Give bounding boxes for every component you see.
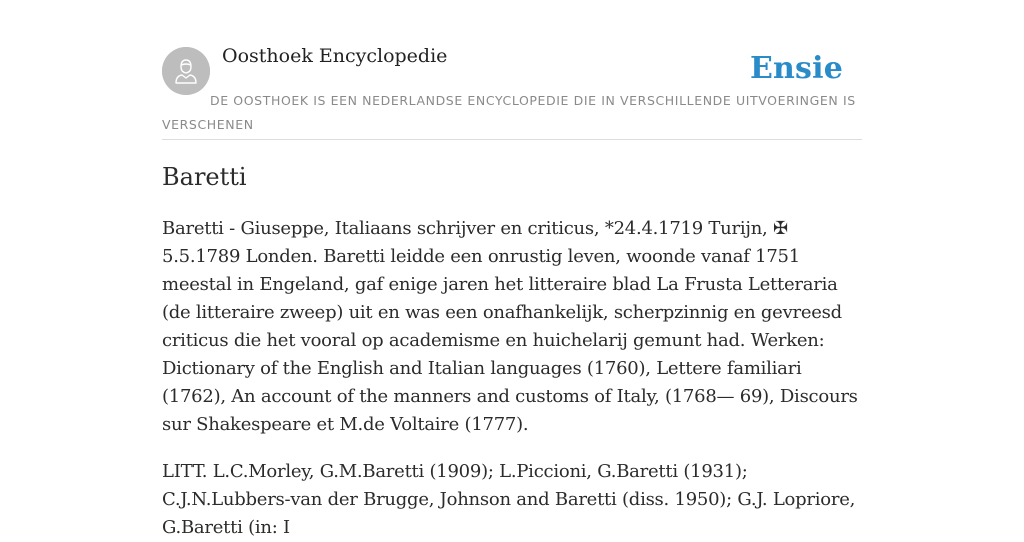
brand-logo[interactable]: Ensie <box>749 51 843 86</box>
author-tagline: DE OOSTHOEK IS EEN NEDERLANDSE ENCYCLOPEDIE DIE IN VERSCHILLENDE UITVOERINGEN IS VERSCHENEN <box>162 93 856 132</box>
user-avatar-icon[interactable] <box>162 47 210 95</box>
article-body: Baretti - Giuseppe, Italiaans schrijver en criticus, *24.4.1719 Turijn, ✠ 5.5.1789 Londen. Baretti leidde een onrustig leven, woonde vanaf 1751 meestal in Engeland, gaf enige jaren het litteraire blad La Frusta Letteraria (de litteraire zweep) uit en was een onafhankelijk, scherpzinnig en gevreesd criticus die het vooral op academisme en huichelarij gemunt had. Werken: Dictionary of the English and Italian languages (1760), Lettere familiari (1762), An account of the manners and customs of Italy, (1768— 69), Discours sur Shakespeare et M.de Voltaire (1777). <box>162 218 858 435</box>
person-icon <box>162 47 210 95</box>
header-divider <box>162 139 862 140</box>
article-literature: LITT. L.C.Morley, G.M.Baretti (1909); L.Piccioni, G.Baretti (1931); C.J.N.Lubbers-van der Brugge, Johnson and Baretti (diss. 1950); G.J. Lopriore, G.Baretti (in: I <box>162 461 856 538</box>
author-name[interactable]: Oosthoek Encyclopedie <box>222 45 448 67</box>
article-title: Baretti <box>162 163 247 191</box>
